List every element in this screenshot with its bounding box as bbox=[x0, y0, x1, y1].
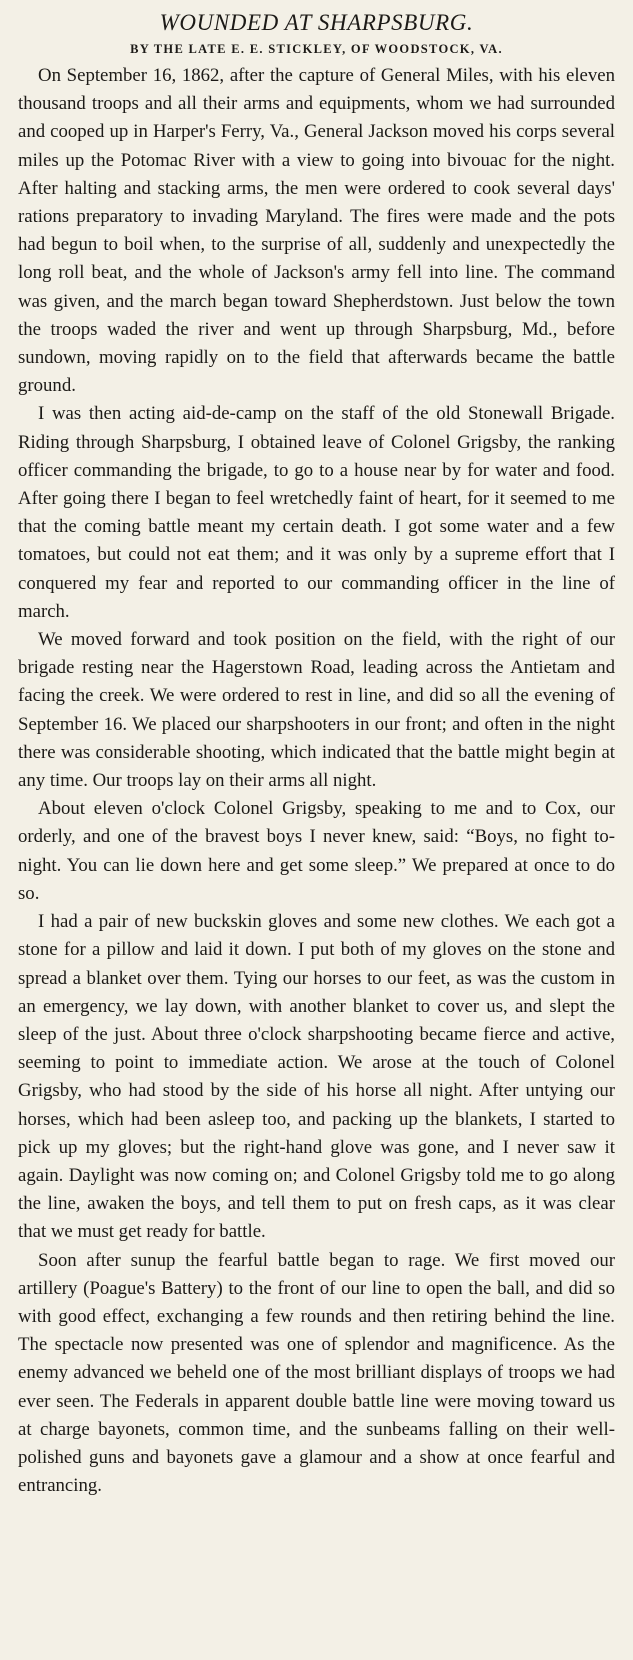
paragraph: I had a pair of new buckskin gloves and some new clothes. We each got a stone for a pillow and laid it down. I put both of my gloves on the stone and spread a blanket over them. Tying our horses to our feet, as was the custom in an emergency, we lay down, with another blanket to cover us, and slept the sleep of the just. About three o'clock sharpshooting became fierce and active, seeming to point to immediate action. We arose at the touch of Colonel Grigsby, who had stood by the side of his horse all night. After untying our horses, which had been asleep too, and packing up the blankets, I started to pick up my gloves; but the right-hand glove was gone, and I never saw it again. Daylight was now coming on; and Colonel Grigsby told me to go along the line, awaken the boys, and tell them to put on fresh caps, as it was clear that we must get ready for battle. bbox=[18, 911, 615, 1243]
paragraph: I was then acting aid-de-camp on the staff of the old Stonewall Brigade. Riding through Sharpsburg, I obtained leave of Colonel Grigsby, the ranking officer commanding the brigade, to go to a house near by for water and food. After going there I began to feel wretchedly faint of heart, for it seemed to me that the coming battle meant my certain death. I got some water and a few tomatoes, but could not eat them; and it was only by a supreme effort that I conquered my fear and reported to our commanding officer in the line of march. bbox=[18, 403, 615, 622]
paragraph: About eleven o'clock Colonel Grigsby, speaking to me and to Cox, our orderly, and one of the bravest boys I never knew, said: “Boys, no fight to-night. You can lie down here and get some sleep.” We prepared at once to do so. bbox=[18, 798, 615, 904]
article-byline: BY THE LATE E. E. STICKLEY, OF WOODSTOCK, VA. bbox=[130, 42, 503, 56]
paragraph: On September 16, 1862, after the capture of General Miles, with his eleven thousand troops and all their arms and equipments, whom we had surrounded and cooped up in Harper's Ferry, Va., General Jackson moved his corps several miles up the Potomac River with a view to going into bivouac for the night. After halting and stacking arms, the men were ordered to cook several days' rations preparatory to invading Maryland. The fires were made and the pots had begun to boil when, to the surprise of all, suddenly and unexpectedly the long roll beat, and the whole of Jackson's army fell into line. The command was given, and the march began toward Shepherdstown. Just below the town the troops waded the river and went up through Sharpsburg, Md., before sundown, moving rapidly on to the field that afterwards became the battle ground. bbox=[18, 65, 615, 397]
paragraph: We moved forward and took position on the field, with the right of our brigade resting near the Hagerstown Road, leading across the Antietam and facing the creek. We were ordered to rest in line, and did so all the evening of September 16. We placed our sharpshooters in our front; and often in the night there was considerable shooting, which indicated that the battle might begin at any time. Our troops lay on their arms all night. bbox=[18, 629, 615, 792]
article-title: WOUNDED AT SHARPSBURG. bbox=[159, 10, 474, 35]
paragraph: Soon after sunup the fearful battle began to rage. We first moved our artillery (Poague's Battery) to the front of our line to open the ball, and did so with good effect, exchanging a few rounds and then retiring behind the line. The spectacle now presented was one of splendor and magnificence. As the enemy advanced we beheld one of the most brilliant displays of troops we had ever seen. The Federals in apparent double battle line were moving toward us at charge bayonets, common time, and the sunbeams falling on their well-polished guns and bayonets gave a glamour and a show at once fearful and entrancing. bbox=[18, 1249, 615, 1497]
